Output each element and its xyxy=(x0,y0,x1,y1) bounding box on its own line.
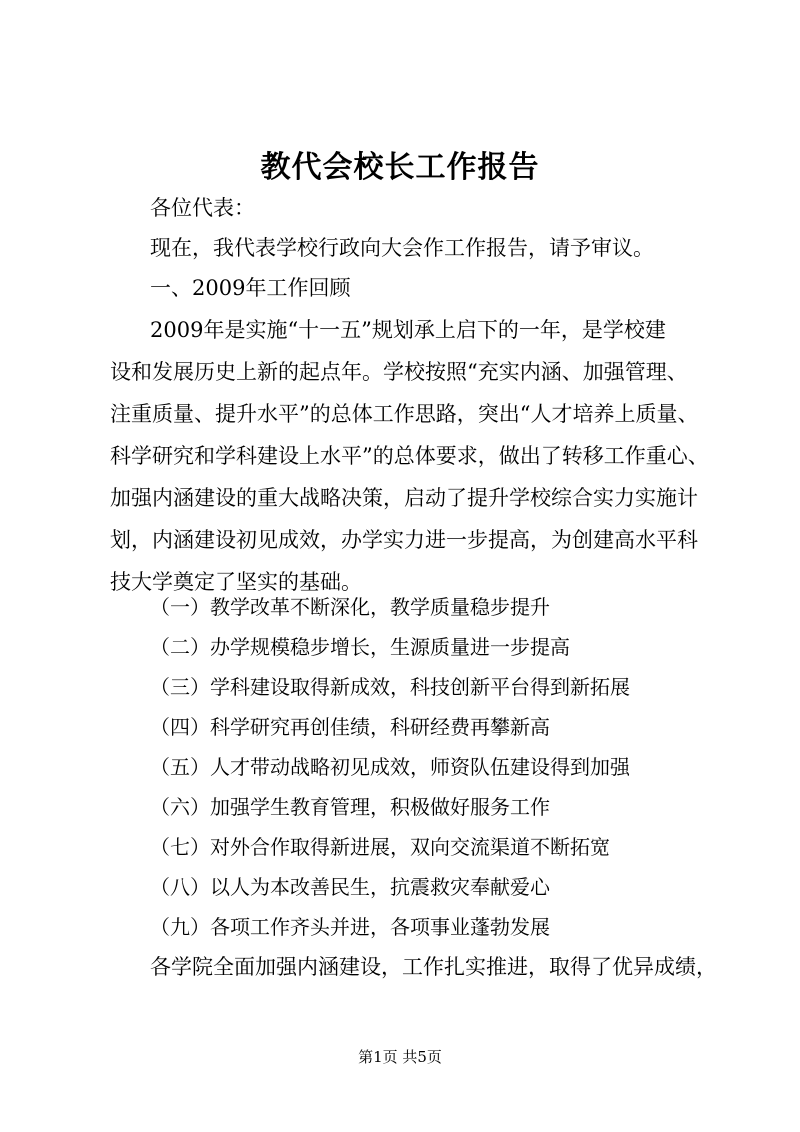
paragraph-line: 划，内涵建设初见成效，办学实力进一步提高，为创建高水平科 xyxy=(110,528,698,552)
section-heading: 一、2009年工作回顾 xyxy=(150,276,351,300)
paragraph-line: 注重质量、提升水平”的总体工作思路，突出“人才培养上质量、 xyxy=(110,402,699,426)
list-item: （六）加强学生教育管理，积极做好服务工作 xyxy=(150,795,550,819)
list-item: （二）办学规模稳步增长，生源质量进一步提高 xyxy=(150,635,570,659)
paragraph-line: 2009年是实施“十一五”规划承上启下的一年，是学校建 xyxy=(150,318,666,342)
list-item: （三）学科建设取得新成效，科技创新平台得到新拓展 xyxy=(150,675,630,699)
list-item: （九）各项工作齐头并进，各项事业蓬勃发展 xyxy=(150,915,550,939)
intro-paragraph: 现在，我代表学校行政向大会作工作报告，请予审议。 xyxy=(150,236,654,260)
list-item: （七）对外合作取得新进展，双向交流渠道不断拓宽 xyxy=(150,835,610,859)
salutation: 各位代表： xyxy=(150,196,255,220)
paragraph-line: 加强内涵建设的重大战略决策，启动了提升学校综合实力实施计 xyxy=(110,486,698,510)
paragraph-line: 技大学奠定了坚实的基础。 xyxy=(110,570,362,594)
list-item: （一）教学改革不断深化，教学质量稳步提升 xyxy=(150,595,550,619)
list-item: （四）科学研究再创佳绩，科研经费再攀新高 xyxy=(150,715,550,739)
list-item: （五）人才带动战略初见成效，师资队伍建设得到加强 xyxy=(150,755,630,779)
paragraph-line: 科学研究和学科建设上水平”的总体要求，做出了转移工作重心、 xyxy=(110,444,709,468)
document-title: 教代会校长工作报告 xyxy=(260,150,540,185)
paragraph-line: 设和发展历史上新的起点年。学校按照“充实内涵、加强管理、 xyxy=(110,360,688,384)
list-item: （八）以人为本改善民生，抗震救灾奉献爱心 xyxy=(150,875,550,899)
page-indicator: 第1页 共5页 xyxy=(358,1048,442,1066)
closing-line: 各学院全面加强内涵建设，工作扎实推进，取得了优异成绩， xyxy=(150,955,717,979)
